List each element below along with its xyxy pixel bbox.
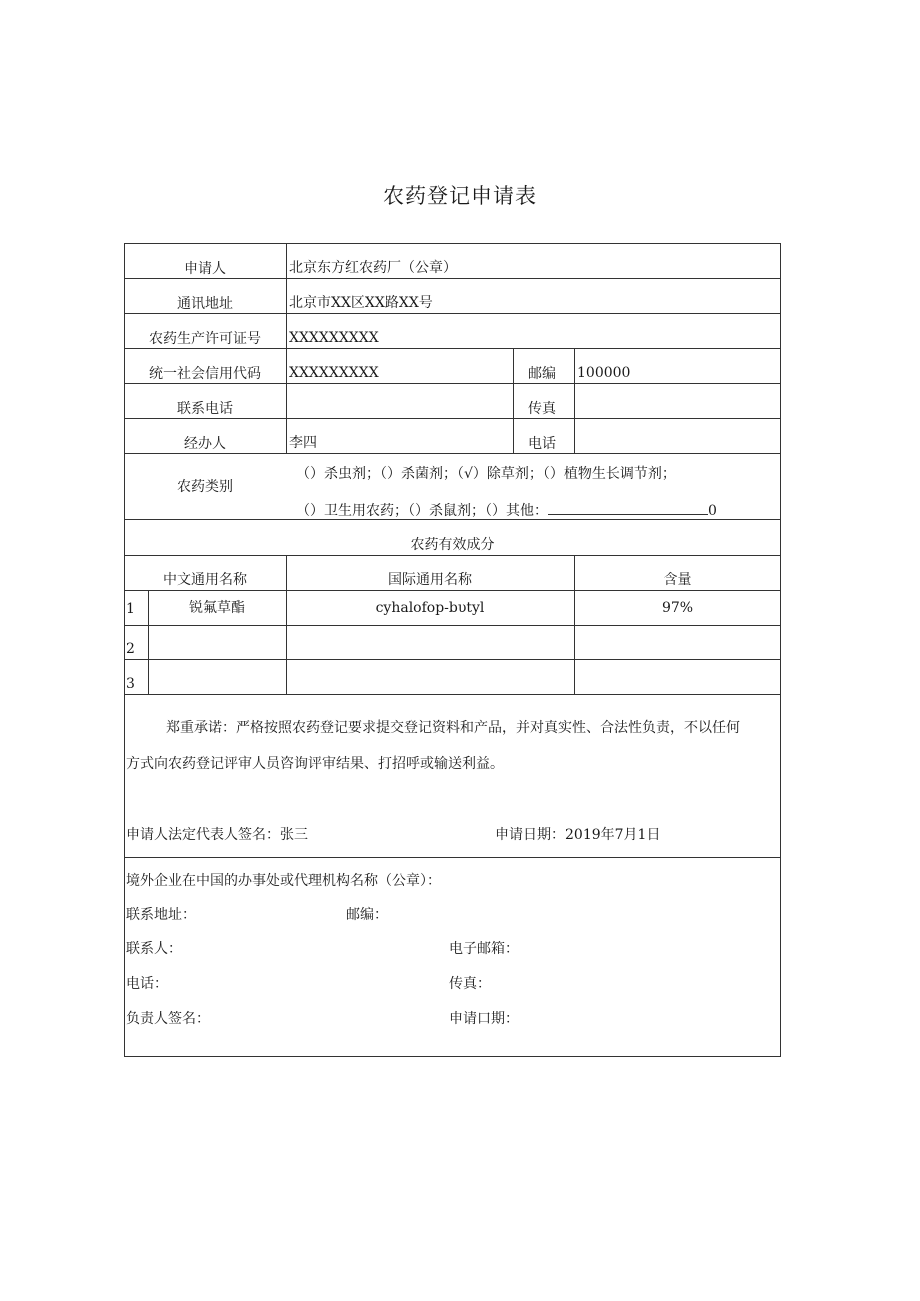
- header-cn-name: 中文通用名称: [163, 572, 247, 588]
- row-intl-name: cyhalofop-bυtyl: [375, 600, 485, 616]
- foreign-signer: 负责人签名：: [126, 1011, 210, 1027]
- foreign-email: 电子邮箱：: [449, 941, 519, 957]
- postcode-value: 100000: [577, 365, 631, 381]
- foreign-agency: 境外企业在中国的办事处或代理机构名称（公章）：: [126, 873, 441, 889]
- foreign-phone: 电话：: [126, 976, 168, 992]
- fax-label: 传真: [528, 401, 556, 417]
- postcode-label: 邮编: [528, 366, 556, 382]
- rule: [124, 590, 781, 591]
- header-intl-name: 国际通用名称: [388, 572, 472, 588]
- rule: [124, 278, 781, 279]
- application-form: [124, 243, 781, 1057]
- address-value: 北京市XX区XX路XX号: [289, 295, 433, 311]
- foreign-postcode: 邮编：: [346, 907, 388, 923]
- foreign-date: 申请口期：: [449, 1011, 519, 1027]
- rule: [286, 243, 287, 453]
- foreign-fax: 传真：: [449, 976, 491, 992]
- applicant-label: 申请人: [184, 261, 226, 277]
- declaration-line2: 方式向农药登记评审人员咨询评审结果、打招呼或输送利益。: [126, 756, 504, 772]
- category-options-line2-text: （）卫生用农药；（）杀鼠剂；（）其他：: [296, 503, 548, 519]
- rule: [124, 453, 781, 454]
- license-value: XXXXXXXXX: [289, 330, 379, 346]
- rule: [124, 857, 781, 858]
- category-options-line2: [296, 500, 717, 520]
- rule: [124, 418, 781, 419]
- rule: [124, 1056, 781, 1057]
- foreign-address: 联系地址：: [126, 907, 196, 923]
- category-options-line1: （）杀虫剂；（）杀菌剂；（√）除草剂；（）植物生长调节剂；: [296, 466, 676, 482]
- rule: [574, 348, 575, 453]
- credit-code-value: XXXXXXXXX: [289, 365, 379, 381]
- applicant-value: 北京东方红农药厂（公章）: [289, 260, 457, 276]
- declaration-line1: 郑重承诺：严格按照农药登记要求提交登记资料和产品，并对真实性、合法性负责，不以任何: [166, 720, 740, 736]
- rule: [513, 348, 514, 453]
- category-label: 农药类别: [177, 479, 233, 495]
- row-number: 3: [126, 676, 135, 692]
- rule: [124, 694, 781, 695]
- row-number: 1: [126, 601, 135, 617]
- page-title: 农药登记申请表: [383, 184, 537, 208]
- rule: [124, 243, 781, 244]
- handler-label: 经办人: [184, 436, 226, 452]
- rule: [124, 348, 781, 349]
- rule: [124, 313, 781, 314]
- rule: [124, 555, 781, 556]
- other-suffix: 0: [708, 503, 717, 519]
- rule: [124, 383, 781, 384]
- header-content: 含量: [663, 572, 692, 588]
- row-content: 97%: [661, 600, 694, 616]
- row-number: 2: [126, 641, 135, 657]
- phone-label: 联系电话: [177, 401, 233, 417]
- credit-code-label: 统一社会信用代码: [149, 366, 261, 382]
- ingredients-section-title: 农药有效成分: [410, 537, 495, 553]
- address-label: 通讯地址: [177, 296, 233, 312]
- signature-line: 申请人法定代表人签名：张三: [126, 827, 308, 843]
- handler-value: 李四: [289, 435, 317, 451]
- row-cn-name: 锐氟草酯: [189, 600, 245, 616]
- foreign-contact: 联系人：: [126, 941, 182, 957]
- license-label: 农药生产许可证号: [149, 331, 261, 347]
- rule: [124, 659, 781, 660]
- rule: [124, 625, 781, 626]
- application-date: 申请日期：2019年7月1日: [495, 827, 661, 843]
- rule: [780, 243, 781, 1057]
- tel-label: 电话: [528, 436, 556, 452]
- other-blank-line: [548, 500, 708, 515]
